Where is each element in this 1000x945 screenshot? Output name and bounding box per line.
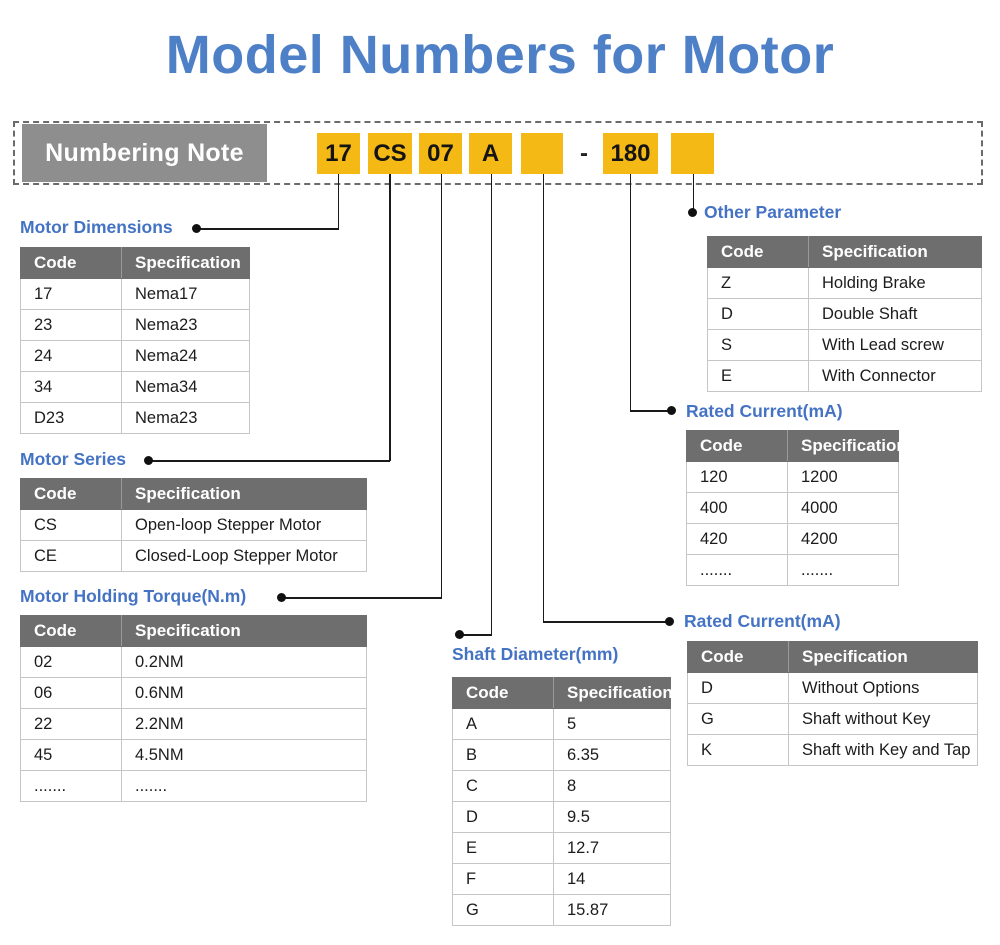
table-row [708, 361, 982, 392]
table-cell: K [688, 735, 789, 766]
connector-dot [277, 593, 286, 602]
table-cell: E [708, 361, 809, 392]
table-cell: Nema23 [122, 403, 250, 434]
table-cell: 0.6NM [122, 678, 367, 709]
model-code-box-other [671, 133, 714, 174]
table-cell: Nema17 [122, 279, 250, 310]
column-header: Specification [554, 678, 671, 709]
section-title-motor-series: Motor Series [20, 449, 126, 469]
table-cell: Nema23 [122, 310, 250, 341]
table-cell: 15.87 [554, 895, 671, 926]
table-cell: 06 [21, 678, 122, 709]
model-code-box-torque: 07 [419, 133, 462, 174]
table-row [453, 864, 671, 895]
table-cell: 6.35 [554, 740, 671, 771]
table-row [453, 740, 671, 771]
connector-line [491, 174, 493, 635]
section-title-shaft-options: Rated Current(mA) [684, 611, 841, 631]
model-code-separator: - [580, 140, 588, 167]
table-row [453, 771, 671, 802]
shaft-options-table [687, 641, 978, 766]
table-header-row [21, 248, 250, 279]
table-cell: G [453, 895, 554, 926]
connector-dot [144, 456, 153, 465]
table-row [687, 462, 899, 493]
table-row [21, 771, 367, 802]
table-row [708, 299, 982, 330]
connector-dot [688, 208, 697, 217]
table-cell: 0.2NM [122, 647, 367, 678]
table-cell: With Connector [809, 361, 982, 392]
connector-line [693, 174, 695, 210]
model-code-box-series: CS [368, 133, 412, 174]
motor-dimensions-table [20, 247, 250, 434]
connector-line [149, 460, 390, 462]
table-cell: 8 [554, 771, 671, 802]
table-row [687, 524, 899, 555]
table-cell: 23 [21, 310, 122, 341]
table-cell: With Lead screw [809, 330, 982, 361]
table-header-row [708, 237, 982, 268]
table-row [688, 673, 978, 704]
table-cell: 14 [554, 864, 671, 895]
section-title-other-parameter: Other Parameter [704, 202, 842, 222]
table-cell: Nema24 [122, 341, 250, 372]
connector-line [543, 174, 545, 622]
table-cell: Double Shaft [809, 299, 982, 330]
table-header-row [453, 678, 671, 709]
section-title-motor-dimensions: Motor Dimensions [20, 217, 173, 237]
table-cell: Open-loop Stepper Motor [122, 510, 367, 541]
table-cell: Shaft with Key and Tap [789, 735, 978, 766]
table-cell: S [708, 330, 809, 361]
column-header: Specification [122, 479, 367, 510]
column-header: Specification [122, 616, 367, 647]
table-cell: 4.5NM [122, 740, 367, 771]
table-row [708, 268, 982, 299]
table-row [21, 740, 367, 771]
model-code-box-shaft: A [469, 133, 512, 174]
table-cell: 120 [687, 462, 788, 493]
table-row [453, 802, 671, 833]
column-header: Specification [809, 237, 982, 268]
column-header: Code [21, 616, 122, 647]
table-cell: 9.5 [554, 802, 671, 833]
table-row [21, 341, 250, 372]
table-cell: Holding Brake [809, 268, 982, 299]
table-cell: ....... [21, 771, 122, 802]
connector-dot [665, 617, 674, 626]
table-row [21, 279, 250, 310]
table-cell: G [688, 704, 789, 735]
connector-line [543, 621, 667, 623]
table-cell: 2.2NM [122, 709, 367, 740]
table-cell: 400 [687, 493, 788, 524]
model-code-box-options [521, 133, 563, 174]
table-header-row [687, 431, 899, 462]
column-header: Specification [788, 431, 899, 462]
table-row [708, 330, 982, 361]
table-row [453, 709, 671, 740]
motor-series-table [20, 478, 367, 572]
section-title-motor-holding-torque: Motor Holding Torque(N.m) [20, 586, 247, 606]
column-header: Code [21, 479, 122, 510]
table-row [453, 833, 671, 864]
connector-line [198, 228, 339, 230]
table-row [453, 895, 671, 926]
table-cell: 24 [21, 341, 122, 372]
table-cell: 1200 [788, 462, 899, 493]
section-title-rated-current: Rated Current(mA) [686, 401, 843, 421]
table-header-row [688, 642, 978, 673]
table-cell: 4000 [788, 493, 899, 524]
table-row [21, 372, 250, 403]
table-cell: Z [708, 268, 809, 299]
motor-holding-torque-table [20, 615, 367, 802]
connector-dot [667, 406, 676, 415]
column-header: Code [21, 248, 122, 279]
table-cell: 12.7 [554, 833, 671, 864]
section-title-shaft-diameter: Shaft Diameter(mm) [452, 644, 619, 664]
connector-line [282, 597, 442, 599]
model-code-box-current: 180 [603, 133, 658, 174]
table-cell: ....... [788, 555, 899, 586]
table-cell: ....... [122, 771, 367, 802]
table-cell: 4200 [788, 524, 899, 555]
other-parameter-table [707, 236, 982, 392]
table-row [21, 510, 367, 541]
table-row [687, 555, 899, 586]
connector-dot [455, 630, 464, 639]
table-cell: C [453, 771, 554, 802]
table-row [688, 735, 978, 766]
model-code-box-dimensions: 17 [317, 133, 360, 174]
connector-dot [192, 224, 201, 233]
table-row [21, 709, 367, 740]
table-cell: Shaft without Key [789, 704, 978, 735]
table-cell: E [453, 833, 554, 864]
table-cell: CS [21, 510, 122, 541]
page-title: Model Numbers for Motor [165, 25, 835, 85]
column-header: Code [708, 237, 809, 268]
table-cell: A [453, 709, 554, 740]
table-cell: 17 [21, 279, 122, 310]
table-cell: ....... [687, 555, 788, 586]
connector-line [630, 410, 669, 412]
table-cell: F [453, 864, 554, 895]
column-header: Code [688, 642, 789, 673]
table-row [21, 310, 250, 341]
table-cell: D [688, 673, 789, 704]
table-cell: Closed-Loop Stepper Motor [122, 541, 367, 572]
table-row [687, 493, 899, 524]
table-cell: 45 [21, 740, 122, 771]
column-header: Specification [122, 248, 250, 279]
connector-line [389, 174, 391, 461]
table-row [21, 647, 367, 678]
connector-line [460, 634, 492, 636]
shaft-diameter-table [452, 677, 671, 926]
connector-line [441, 174, 443, 598]
table-cell: B [453, 740, 554, 771]
numbering-note-label: Numbering Note [22, 124, 267, 182]
table-cell: 420 [687, 524, 788, 555]
table-header-row [21, 616, 367, 647]
table-row [688, 704, 978, 735]
table-cell: 34 [21, 372, 122, 403]
table-cell: Nema34 [122, 372, 250, 403]
table-row [21, 541, 367, 572]
connector-line [338, 174, 340, 229]
column-header: Specification [789, 642, 978, 673]
table-cell: 02 [21, 647, 122, 678]
table-header-row [21, 479, 367, 510]
rated-current-table [686, 430, 907, 586]
column-header: Code [687, 431, 788, 462]
table-cell: 5 [554, 709, 671, 740]
table-row [21, 678, 367, 709]
table-row [21, 403, 250, 434]
table-cell: D [708, 299, 809, 330]
connector-line [630, 174, 632, 411]
table-cell: D [453, 802, 554, 833]
table-cell: CE [21, 541, 122, 572]
column-header: Code [453, 678, 554, 709]
table-cell: D23 [21, 403, 122, 434]
table-cell: Without Options [789, 673, 978, 704]
table-cell: 22 [21, 709, 122, 740]
